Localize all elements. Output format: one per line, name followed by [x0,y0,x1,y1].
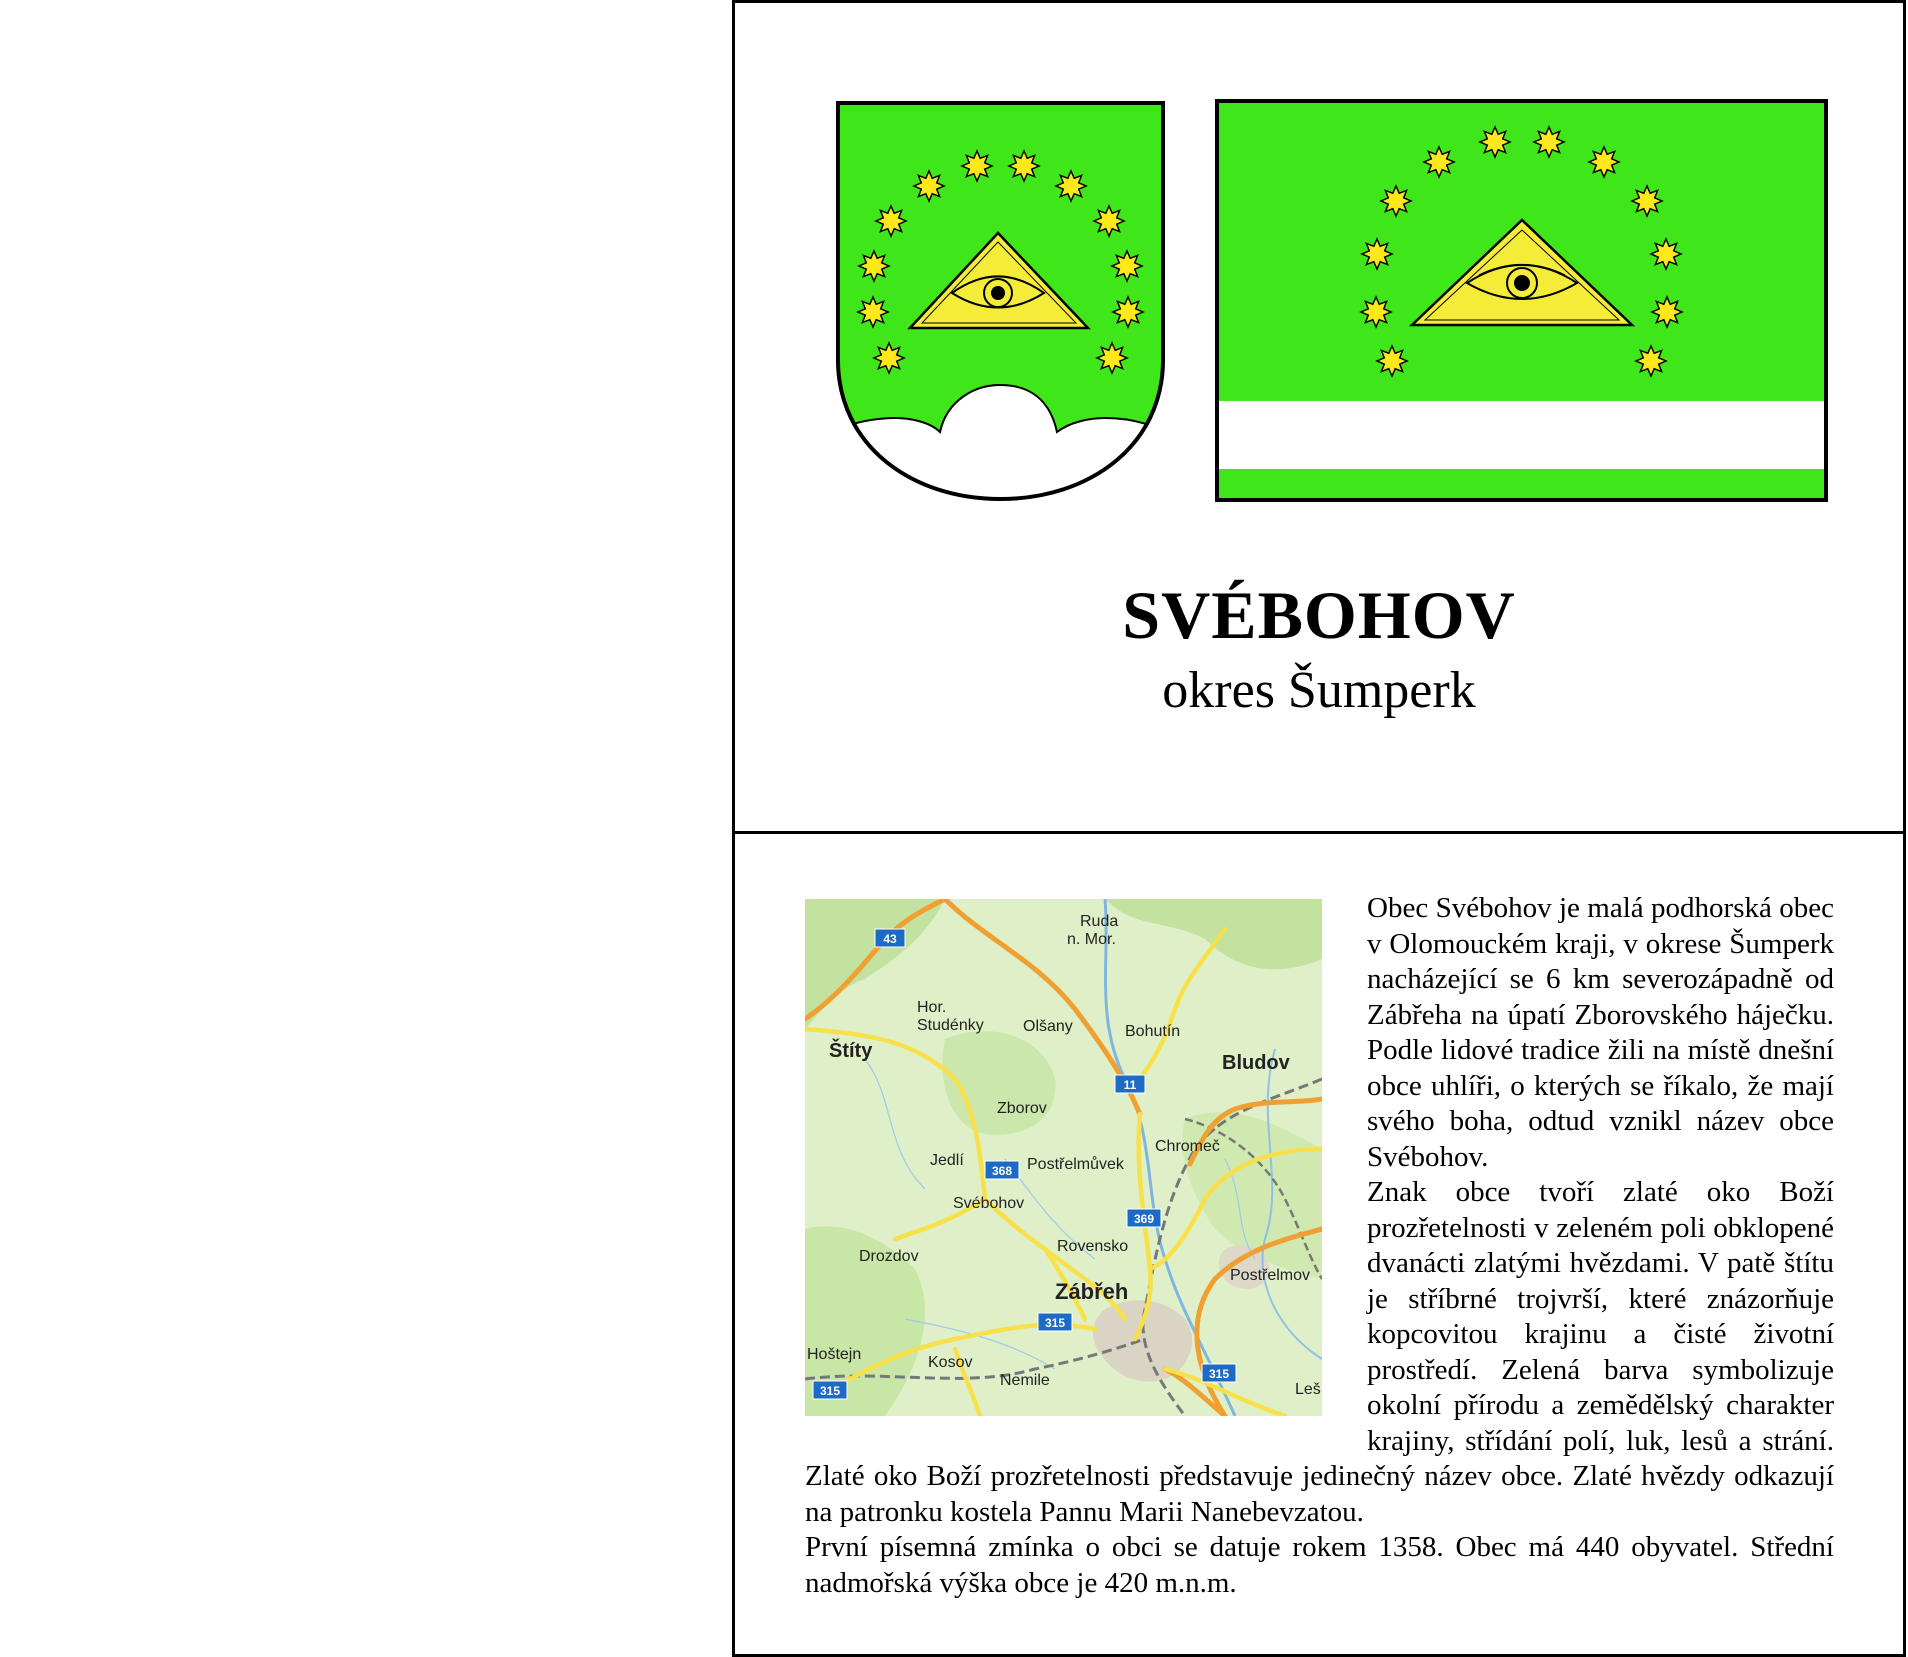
svg-text:315: 315 [819,1384,841,1398]
road-shield [1038,1313,1072,1331]
road-shield [985,1161,1019,1179]
map-label-hor-studenky: Hor. [917,999,947,1016]
map-label-svebohov: Svébohov [953,1195,1025,1212]
description-paragraph-2: Znak obce tvoří zlaté oko Boží prozřetelnosti v zeleném poli obklopené dvanácti zlatými hvězdami. V patě štítu je stříbrné trojvrší, které znázorňuje kopcovitou krajinu a čisté životní prostředí. Zelená barva symbolizuje okolní přírodu a zemědělský charakter krajiny, střídání polí, luk, lesů a strání. Zlaté oko Boží prozřetelnosti představuje jedinečný název obce. Zlaté hvězdy odkazují na patronku kostela Pannu Marii Nanebevzatou. [805,1176,1834,1528]
district-name: okres Šumperk [1162,662,1476,719]
map-label-hor-studenky: Studénky [917,1017,984,1034]
map-label-jedli: Jedlí [930,1152,964,1169]
map-label-les: Leš [1295,1381,1321,1398]
location-map [805,899,1322,1416]
map-label-drozdov: Drozdov [859,1248,919,1265]
map-label-zabreh: Zábřeh [1055,1279,1129,1304]
svg-text:43: 43 [883,932,897,946]
road-shield [1127,1209,1161,1227]
map-label-zborov: Zborov [997,1100,1047,1117]
flag-eye-of-providence-icon [1215,99,1828,502]
map-label-hostejn: Hoštejn [807,1346,862,1363]
road-shield [875,929,905,947]
svg-text:369: 369 [1133,1212,1155,1226]
svg-text:368: 368 [991,1164,1013,1178]
description-paragraph-3: První písemná zmínka o obci se datuje rokem 1358. Obec má 440 obyvatel. Střední nadmořská výška obce je 420 m.n.m. [805,1531,1834,1599]
map-label-postrelmov: Postřelmov [1230,1267,1311,1284]
location-map-svg [805,899,1322,1416]
map-label-bludov: Bludov [1222,1052,1290,1074]
map-label-ruda: n. Mor. [1067,931,1116,948]
map-label-ruda: Ruda [1080,913,1119,930]
map-label-postrelmuvek: Postřelmůvek [1027,1156,1124,1173]
description-paragraph-1: Obec Svébohov je malá podhorská obec v Olomouckém kraji, v okrese Šumperk nacházející se 6 km severozápadně od Zábřeha na úpatí Zborovského háječku. Podle lidové tradice žili na místě dnešní obce uhlíři, o kterých se říkalo, že mají svého boha, odtud vznikl název obce Svébohov. [1367,892,1834,1173]
shield-eye-of-providence-icon [835,100,1166,502]
svg-text:11: 11 [1123,1078,1137,1092]
map-label-bohutin: Bohutín [1125,1023,1181,1040]
map-label-chromec: Chromeč [1155,1138,1220,1155]
svg-text:315: 315 [1044,1316,1066,1330]
svg-text:315: 315 [1208,1367,1230,1381]
road-shield [1115,1075,1145,1093]
section-divider [735,831,1903,834]
map-label-olsany: Olšany [1023,1018,1073,1035]
map-label-kosov: Kosov [928,1354,973,1371]
road-shield [1202,1364,1236,1382]
map-label-rovensko: Rovensko [1057,1238,1129,1255]
municipality-name: SVÉBOHOV [1122,577,1516,653]
description-block [805,891,1834,1601]
map-label-stity: Štíty [829,1040,873,1062]
map-label-nemile: Nemile [1000,1372,1050,1389]
road-shield [813,1381,847,1399]
info-card [732,0,1906,1657]
